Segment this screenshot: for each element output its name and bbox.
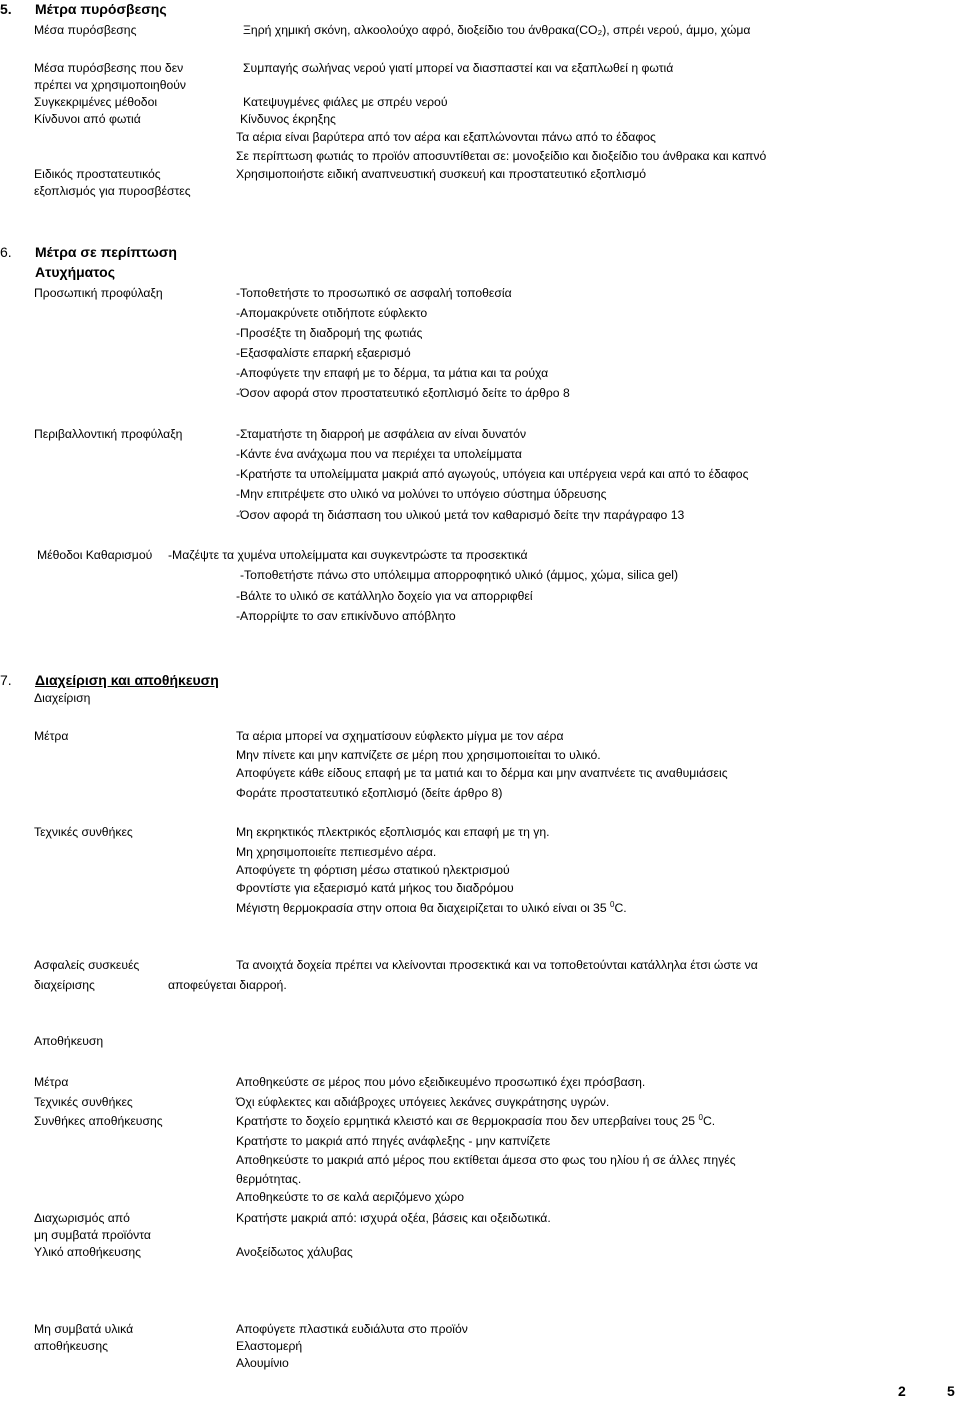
tech-label: Τεχνικές συνθήκες bbox=[34, 825, 133, 839]
hazards-value-2: Τα αέρια είναι βαρύτερα από τον αέρα και εξαπλώνονται πάνω από το έδαφος bbox=[236, 130, 656, 144]
mat-label: Υλικό αποθήκευσης bbox=[34, 1245, 142, 1259]
personal-label: Προσωπική προφύλαξη bbox=[34, 286, 163, 300]
incomp-item-2: Ελαστομερή bbox=[236, 1339, 303, 1353]
safe-value-1: Τα ανοιχτά δοχεία πρέπει να κλείνονται προσεκτικά και να τοποθετούνται κατάλληλα έτσι ώστε να bbox=[236, 958, 758, 972]
handling-heading: Διαχείριση bbox=[34, 691, 91, 705]
tech-item-1: Μη εκρηκτικός πλεκτρικός εξοπλισμός και επαφή με τη γη. bbox=[236, 825, 550, 839]
page-number: 2 bbox=[898, 1383, 906, 1399]
methods-value: Κατεψυγμένες φιάλες με σπρέυ νερού bbox=[243, 95, 448, 109]
st-cond-value-5: Αποθηκεύστε το σε καλά αεριζόμενο χώρο bbox=[236, 1190, 464, 1204]
methods-label: Συγκεκριμένες μέθοδοι bbox=[34, 95, 158, 109]
measures-item-4: Φοράτε προστατευτικό εξοπλισμό (δείτε άρθρο 8) bbox=[236, 786, 503, 800]
section-5-title: Μέτρα πυρόσβεσης bbox=[35, 1, 167, 17]
tech-max-temp-unit: C. bbox=[614, 901, 627, 915]
means-value: Ξηρή χημική σκόνη, αλκοολούχο αφρό, διοξείδιο του άνθρακα(CO₂), σπρέι νερού, άμμο, χώμα bbox=[243, 23, 751, 37]
personal-item-2: -Απομακρύνετε οτιδήποτε εύφλεκτο bbox=[236, 306, 428, 320]
personal-item-6: -Όσον αφορά στον προστατευτικό εξοπλισμό δείτε το άρθρο 8 bbox=[236, 386, 570, 400]
st-cond-value-2: Κρατήστε το μακριά από πηγές ανάφλεξης - μην καπνίζετε bbox=[236, 1134, 551, 1148]
sep-label-1: Διαχωρισμός από bbox=[34, 1211, 130, 1225]
tech-item-2: Μη χρησιμοποιείτε πεπιεσμένο αέρα. bbox=[236, 845, 437, 859]
measures-item-1: Τα αέρια μπορεί να σχηματίσουν εύφλεκτο μίγμα με τον αέρα bbox=[236, 729, 564, 743]
not-use-label-1: Μέσα πυρόσβεσης που δεν bbox=[34, 61, 184, 75]
not-use-value: Συμπαγής σωλήνας νερού γιατί μπορεί να διασπαστεί και να εξαπλωθεί η φωτιά bbox=[243, 61, 674, 75]
measures-item-3: Αποφύγετε κάθε είδους επαφή με τα ματιά και το δέρμα και μην αναπνέετε τις αναθυμιάσεις bbox=[236, 766, 728, 780]
st-cond-value-1 bbox=[236, 1114, 715, 1128]
sep-value: Κρατήστε μακριά από: ισχυρά οξέα, βάσεις και οξειδωτικά. bbox=[236, 1211, 551, 1225]
means-label: Μέσα πυρόσβεσης bbox=[34, 23, 137, 37]
ppe-value: Χρησιμοποιήστε ειδική αναπνευστική συσκευή και προστατευτικό εξοπλισμό bbox=[236, 167, 647, 181]
safe-label-2: διαχείρισης bbox=[34, 978, 95, 992]
tech-item-3: Αποφύγετε τη φόρτιση μέσω στατικού ηλεκτρισμού bbox=[236, 863, 510, 877]
env-item-5: -Όσον αφορά τη διάσπαση του υλικού μετά τον καθαρισμό δείτε την παράγραφο 13 bbox=[236, 508, 685, 522]
section-6-title-2: Ατυχήματος bbox=[35, 264, 115, 280]
st-tech-value: Όχι εύφλεκτες και αδιάβροχες υπόγειες λεκάνες συγκράτησης υγρών. bbox=[236, 1095, 610, 1109]
env-item-3: -Κρατήστε τα υπολείμματα μακριά από αγωγούς, υπόγεια και υπέργεια νερά και από το έδαφος bbox=[236, 467, 749, 481]
ppe-label-2: εξοπλισμός για πυροσβέστες bbox=[34, 184, 191, 198]
storage-heading: Αποθήκευση bbox=[34, 1034, 104, 1048]
safe-value-2: αποφεύγεται διαρροή. bbox=[168, 978, 287, 992]
env-item-1: -Σταματήστε τη διαρροή με ασφάλεια αν είναι δυνατόν bbox=[236, 427, 527, 441]
env-item-2: -Κάντε ένα ανάχωμα που να περιέχει τα υπολείμματα bbox=[236, 447, 522, 461]
env-label: Περιβαλλοντική προφύλαξη bbox=[34, 427, 183, 441]
mat-value: Ανοξείδωτος χάλυβας bbox=[236, 1245, 353, 1259]
clean-label: Μέθοδοι Καθαρισμού bbox=[37, 548, 153, 562]
section-6-title-1: Μέτρα σε περίπτωση bbox=[35, 244, 177, 260]
tech-max-temp-text: Μέγιστη θερμοκρασία στην οποια θα διαχειρίζεται το υλικό είναι οι 35 bbox=[236, 901, 607, 915]
personal-item-5: -Αποφύγετε την επαφή με το δέρμα, τα μάτια και τα ρούχα bbox=[236, 366, 549, 380]
ppe-label-1: Ειδικός προστατευτικός bbox=[34, 167, 161, 181]
measures-label: Μέτρα bbox=[34, 729, 69, 743]
st-cond-degree: 0 bbox=[698, 1112, 703, 1122]
st-measures-value: Αποθηκεύστε σε μέρος που μόνο εξειδικευμένο προσωπικό έχει πρόσβαση. bbox=[236, 1075, 646, 1089]
st-cond-unit: C. bbox=[702, 1114, 716, 1128]
st-cond-value-3: Αποθηκεύστε το μακριά από μέρος που εκτίθεται άμεσα στο φως του ηλίου ή σε άλλες πηγές bbox=[236, 1153, 736, 1167]
tech-max-temp bbox=[236, 901, 627, 915]
st-cond-label: Συνθήκες αποθήκευσης bbox=[34, 1114, 163, 1128]
env-item-4: -Μην επιτρέψετε στο υλικό να μολύνει το υπόγειο σύστημα ύδρευσης bbox=[236, 487, 607, 501]
st-tech-label: Τεχνικές συνθήκες bbox=[34, 1095, 133, 1109]
incomp-item-1: Αποφύγετε πλαστικά ευδιάλυτα στο προϊόν bbox=[236, 1322, 468, 1336]
section-7-title: Διαχείριση και αποθήκευση bbox=[35, 672, 219, 688]
personal-item-3: -Προσέξτε τη διαδρομή της φωτιάς bbox=[236, 326, 423, 340]
st-cond-value-1-text: Κρατήστε το δοχείο ερμητικά κλειστό και σε θερμοκρασία που δεν υπερβαίνει τους 25 bbox=[236, 1114, 696, 1128]
section-6-number: 6. bbox=[0, 244, 12, 260]
tech-item-4: Φροντίστε για εξαερισμό κατά μήκος του διαδρόμου bbox=[236, 881, 514, 895]
personal-item-4: -Εξασφαλίστε επαρκή εξαερισμό bbox=[236, 346, 411, 360]
sep-label-2: μη συμβατά προϊόντα bbox=[34, 1228, 151, 1242]
clean-item-4: -Απορρίψτε το σαν επικίνδυνο απόβλητο bbox=[236, 609, 456, 623]
tech-max-temp-degree: 0 bbox=[610, 899, 615, 909]
st-cond-value-4: θερμότητας. bbox=[236, 1172, 302, 1186]
incomp-label-1: Μη συμβατά υλικά bbox=[34, 1322, 134, 1336]
hazards-value-3: Σε περίπτωση φωτιάς το προϊόν αποσυντίθεται σε: μονοξείδιο και διοξείδιο του άνθρακα και καπνό bbox=[236, 149, 767, 163]
not-use-label-2: πρέπει να χρησιμοποιηθούν bbox=[34, 78, 187, 92]
incomp-label-2: αποθήκευσης bbox=[34, 1339, 108, 1353]
page-total: 5 bbox=[947, 1383, 955, 1399]
clean-item-1: -Μαζέψτε τα χυμένα υπολείμματα και συγκεντρώστε τα προσεκτικά bbox=[168, 548, 528, 562]
hazards-value-1: Κίνδυνος έκρηξης bbox=[240, 112, 336, 126]
section-7-number: 7. bbox=[0, 672, 12, 688]
clean-item-3: -Βάλτε το υλικό σε κατάλληλο δοχείο για να απορριφθεί bbox=[236, 589, 533, 603]
st-measures-label: Μέτρα bbox=[34, 1075, 69, 1089]
clean-item-2: -Τοποθετήστε πάνω στο υπόλειμμα απορροφητικό υλικό (άμμος, χώμα, silica gel) bbox=[240, 568, 679, 582]
measures-item-2: Μην πίνετε και μην καπνίζετε σε μέρη που χρησιμοποιείται το υλικό. bbox=[236, 748, 601, 762]
personal-item-1: -Τοποθετήστε το προσωπικό σε ασφαλή τοποθεσία bbox=[236, 286, 512, 300]
incomp-item-3: Αλουμίνιο bbox=[236, 1356, 289, 1370]
hazards-label: Κίνδυνοι από φωτιά bbox=[34, 112, 141, 126]
section-5-number: 5. bbox=[0, 1, 12, 17]
safe-label-1: Ασφαλείς συσκευές bbox=[34, 958, 140, 972]
